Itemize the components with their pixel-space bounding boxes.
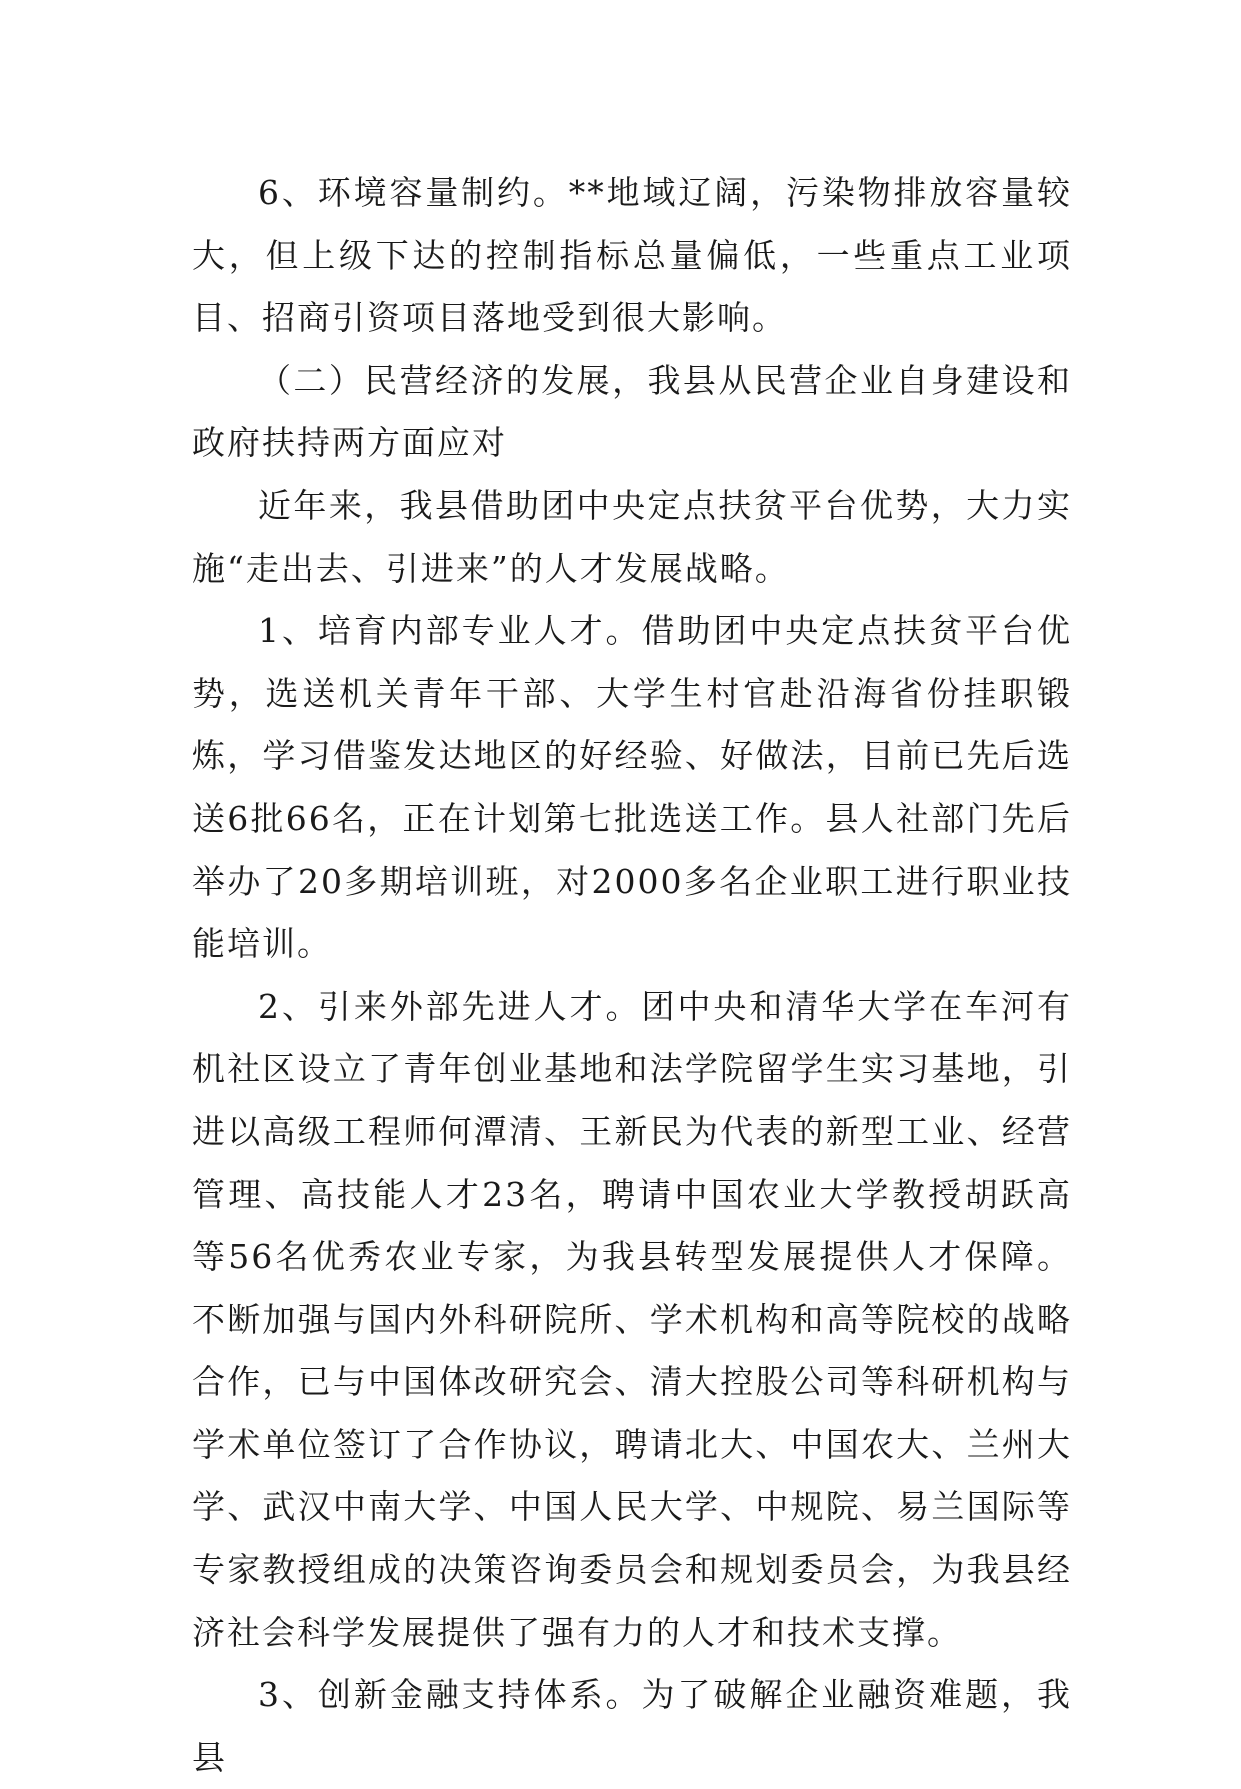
paragraph-external-talent: 2、引来外部先进人才。团中央和清华大学在车河有机社区设立了青年创业基地和法学院留学生实习基地，引进以高级工程师何潭清、王新民为代表的新型工业、经营管理、高技能人才23名，聘请中国农业大学教授胡跃高等56名优秀农业专家，为我县转型发展提供人才保障。不断加强与国内外科研院所、学术机构和高等院校的战略合作，已与中国体改研究会、清大控股公司等科研机构与学术单位签订了合作协议，聘请北大、中国农大、兰州大学、武汉中南大学、中国人民大学、中规院、易兰国际等专家教授组成的决策咨询委员会和规划委员会，为我县经济社会科学发展提供了强有力的人才和技术支撑。 xyxy=(192,986,1072,1652)
section-heading-private-economy: （二）民营经济的发展，我县从民营企业自身建设和政府扶持两方面应对 xyxy=(192,360,1072,463)
paragraph-internal-talent: 1、培育内部专业人才。借助团中央定点扶贫平台优势，选送机关青年干部、大学生村官赴沿海省份挂职锻炼，学习借鉴发达地区的好经验、好做法，目前已先后选送6批66名，正在计划第七批选送工作。县人社部门先后举办了20多期培训班，对2000多名企业职工进行职业技能培训。 xyxy=(192,611,1072,964)
paragraph-talent-strategy: 近年来，我县借助团中央定点扶贫平台优势，大力实施“走出去、引进来”的人才发展战略。 xyxy=(192,485,1072,588)
document-body xyxy=(192,162,1072,1789)
paragraph-environment-capacity: 6、环境容量制约。**地域辽阔，污染物排放容量较大，但上级下达的控制指标总量偏低，一些重点工业项目、招商引资项目落地受到很大影响。 xyxy=(192,173,1072,338)
paragraph-financial-support: 3、创新金融支持体系。为了破解企业融资难题，我县 xyxy=(192,1675,1072,1777)
